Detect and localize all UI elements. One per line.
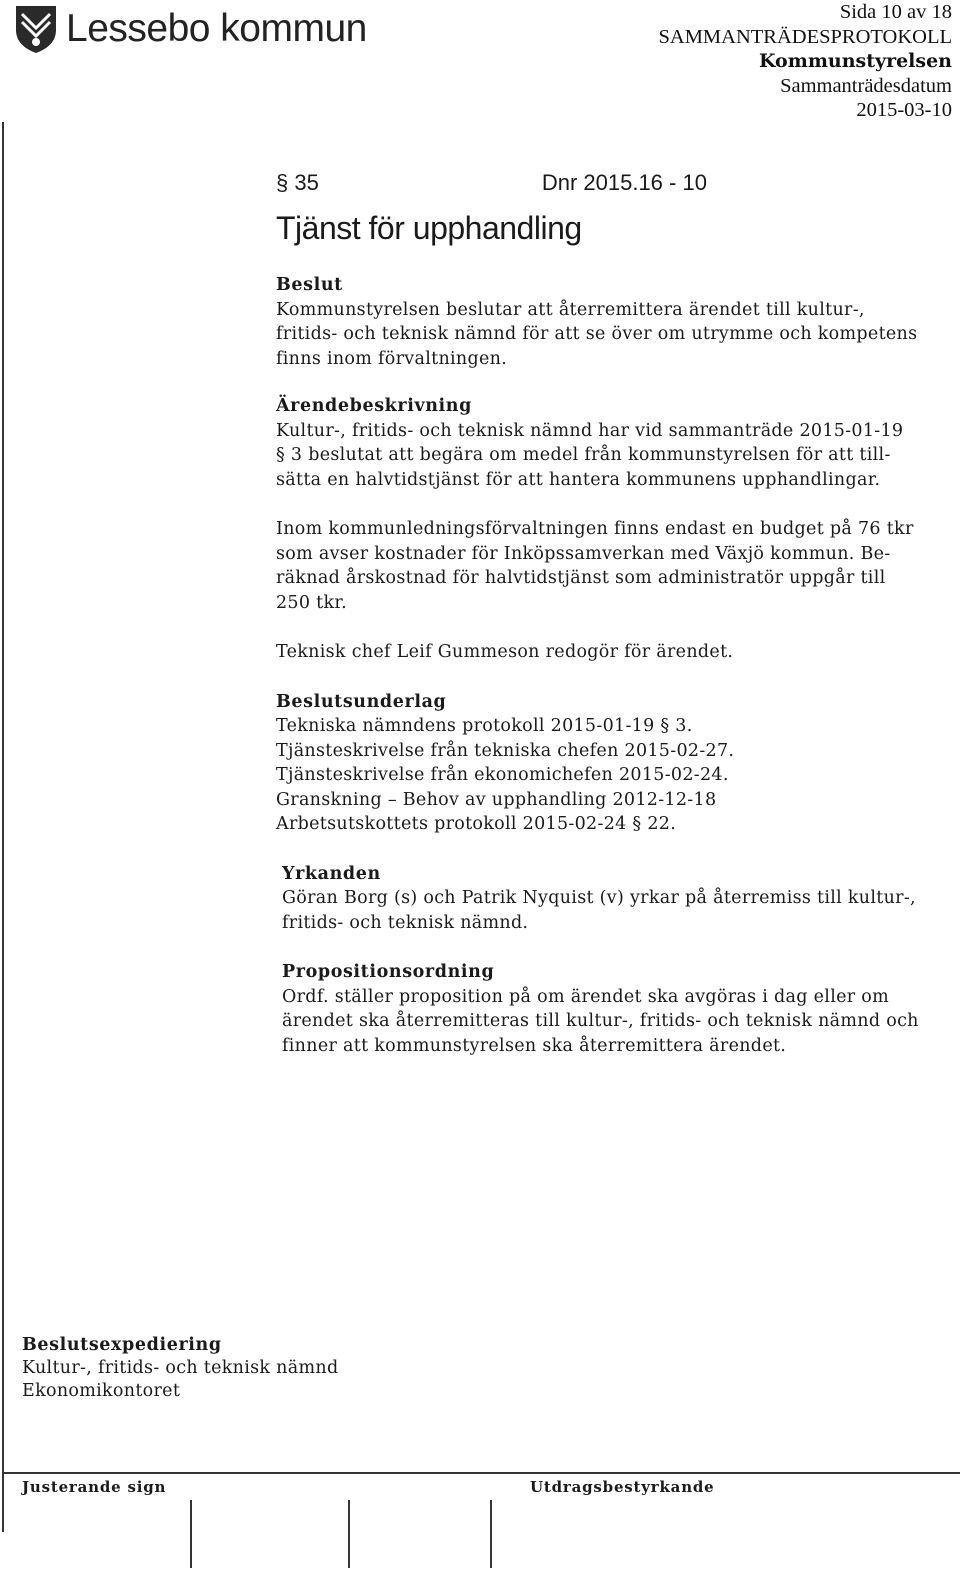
- signature-box-divider: [348, 1500, 350, 1568]
- list-item: Tekniska nämndens protokoll 2015-01-19 § 3.: [276, 716, 693, 736]
- decision-text: Kommunstyrelsen beslutar att återremittera ärendet till kultur-, fritids- och teknisk nämnd för att se över om utrymme och kompetens finns inom förvaltningen.: [276, 299, 918, 369]
- case-description-p3: Teknisk chef Leif Gummeson redogör för ärendet.: [276, 642, 734, 662]
- case-description-p2: Inom kommunledningsförvaltningen finns endast en budget på 76 tkr som avser kostnader för Inköpssamverkan med Växjö kommun. Be- räknad årskostnad för halvtidstjänst som administratör uppgår till 250 tkr.: [276, 519, 914, 613]
- section-number: § 35: [276, 170, 319, 195]
- case-description-p1: Kultur-, fritids- och teknisk nämnd har vid sammanträde 2015-01-19 § 3 beslutat att begära om medel från kommunstyrelsen för att till- sätta en halvtidstjänst för att hantera kommunens upphandlingar.: [276, 420, 904, 490]
- document-header: [659, 0, 953, 123]
- page-number: Sida 10 av 18: [839, 1, 952, 23]
- signature-box-divider: [490, 1500, 492, 1568]
- section-row: [276, 170, 956, 196]
- motions-text: Göran Borg (s) och Patrik Nyquist (v) yrkar på återremiss till kultur-, fritids- och teknisk nämnd.: [282, 888, 916, 933]
- motions-heading: Yrkanden: [282, 863, 381, 884]
- coat-of-arms-icon: [14, 4, 58, 54]
- proposition-text: Ordf. ställer proposition på om ärendet ska avgöras i dag eller om ärendet ska återremitteras till kultur-, fritids- och teknisk nämnd och finner att kommunstyrelsen ska återremittera ärendet.: [282, 986, 919, 1056]
- list-item: Kultur-, fritids- och teknisk nämnd: [22, 1358, 339, 1378]
- adjusting-signature-label: Justerande sign: [22, 1478, 167, 1496]
- protocol-section: [276, 170, 956, 1058]
- date-label: Sammanträdesdatum: [780, 74, 952, 97]
- footer-rule: [2, 1472, 960, 1474]
- list-item: Tjänsteskrivelse från ekonomichefen 2015-02-24.: [276, 765, 729, 785]
- decision-heading: Beslut: [276, 275, 343, 295]
- diary-number: Dnr 2015.16 - 10: [541, 170, 707, 195]
- list-item: Arbetsutskottets protokoll 2015-02-24 § 22.: [276, 814, 677, 834]
- signature-box-divider: [190, 1500, 192, 1568]
- case-description-heading: Ärendebeskrivning: [276, 396, 472, 416]
- section-title: Tjänst för upphandling: [276, 210, 582, 246]
- list-item: Tjänsteskrivelse från tekniska chefen 2015-02-27.: [276, 740, 735, 761]
- basis-list: [276, 714, 956, 837]
- distribution-section: [22, 1334, 338, 1403]
- logo-text: Lessebo kommun: [66, 7, 367, 50]
- committee-name: Kommunstyrelsen: [758, 50, 952, 72]
- extract-certification-label: Utdragsbestyrkande: [530, 1478, 715, 1496]
- basis-heading: Beslutsunderlag: [276, 691, 447, 712]
- list-item: Ekonomikontoret: [22, 1381, 181, 1401]
- margin-rule: [2, 122, 4, 1532]
- municipality-logo: [14, 4, 367, 54]
- document-type: SAMMANTRÄDESPROTOKOLL: [658, 25, 952, 48]
- list-item: Granskning – Behov av upphandling 2012-12-18: [276, 789, 717, 810]
- meeting-date: 2015-03-10: [856, 99, 952, 121]
- proposition-heading: Propositionsordning: [282, 962, 495, 982]
- distribution-heading: Beslutsexpediering: [22, 1335, 222, 1355]
